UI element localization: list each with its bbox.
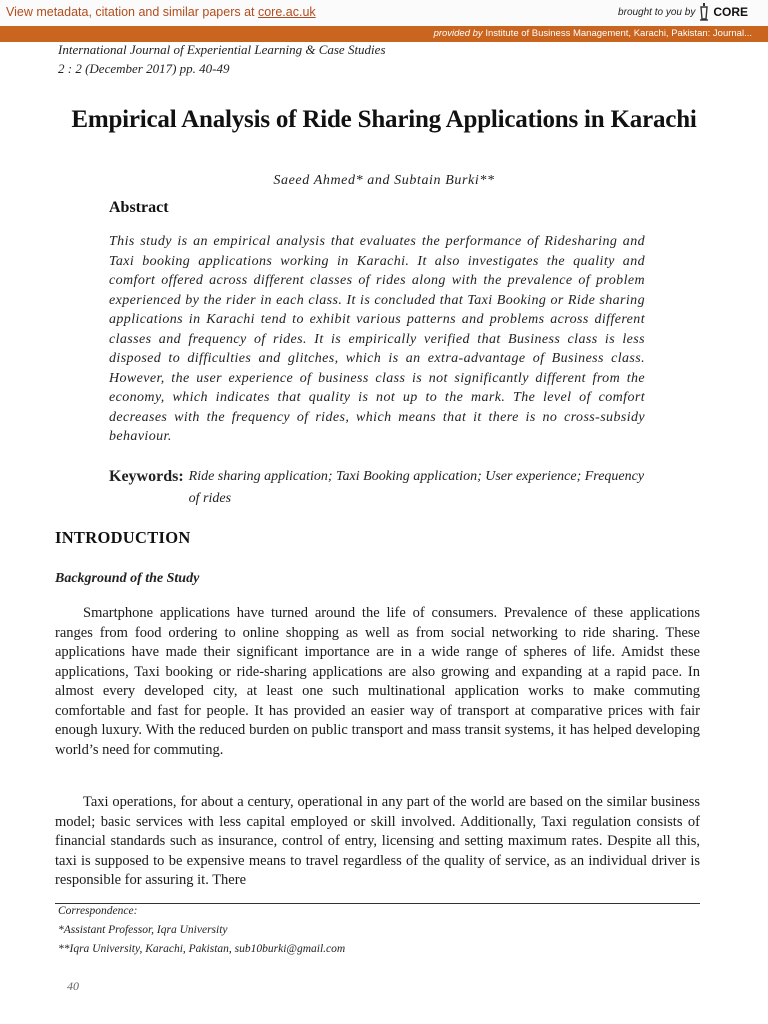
paper-authors: Saeed Ahmed* and Subtain Burki** xyxy=(273,173,495,188)
body-paragraph: Smartphone applications have turned around the life of consumers. Prevalence of these applications ranges from food ordering to online shopping as well as from social networking to ride sharing. These applications have made their significant importance are in a wide range of spheres of life. Amidst these applications, Taxi booking or ride-sharing applications are also growing and expanding at a rapid pace. In almost every developed city, at least one such multinational application works to make commuting comfortable and fast for people. It has provided an easier way of transport at comparative prices with fair enough luxury. With the reduced burden on public transport and mass transit systems, it has helped developing world’s need for commuting. xyxy=(55,605,700,758)
core-link-site[interactable]: core.ac.uk xyxy=(257,5,316,19)
keywords xyxy=(109,466,649,510)
keywords-label: Keywords: xyxy=(109,468,184,485)
keywords-values: Ride sharing application; Taxi Booking application; User experience; Frequency of rides xyxy=(188,469,645,506)
journal-header xyxy=(58,40,386,78)
abstract-heading: Abstract xyxy=(109,199,169,216)
footnote-line: **Iqra University, Karachi, Pakistan, sub10burki@gmail.com xyxy=(58,943,346,955)
core-provided-label: provided by xyxy=(433,28,483,39)
core-provided-by[interactable] xyxy=(434,28,752,39)
page-number: 40 xyxy=(67,979,79,993)
core-banner xyxy=(0,0,768,42)
core-metadata-link[interactable] xyxy=(6,5,316,19)
background-subheading: Background of the Study xyxy=(55,571,200,586)
core-brought-text: brought to you by xyxy=(618,6,696,18)
core-link-prefix: View metadata, citation and similar papers at xyxy=(6,5,258,19)
core-banner-top xyxy=(0,0,768,27)
footnotes xyxy=(58,902,345,959)
paper-title: Empirical Analysis of Ride Sharing Applications in Karachi xyxy=(71,106,697,133)
journal-issue: 2 : 2 (December 2017) pp. 40-49 xyxy=(58,61,230,76)
core-brought-by[interactable] xyxy=(618,3,748,21)
abstract-text: This study is an empirical analysis that evaluates the performance of Ridesharing and Taxi booking applications working in Karachi. It also investigates the quality and comfort offered across different classes of rides along with the prevalence of problem experienced by the rider in each class. It is concluded that Taxi Booking or Ride sharing applications in Karachi tend to exhibit various patterns and problems across different classes and frequency of rides. It is empirically verified that Business class is less disposed to difficulties and glitches, which is an extra-advantage of Business class. However, the user experience of business class is not significantly different from the economy, which indicates that quality is not up to the mark. The level of comfort decreases with the frequency of rides, which means that it there is no cross-subsidy behaviour. xyxy=(109,234,645,444)
core-name: CORE xyxy=(713,5,748,19)
core-provided-source: Institute of Business Management, Karachi, Pakistan: Journal... xyxy=(485,28,752,39)
core-logo-icon xyxy=(698,3,710,21)
footnote-line: *Assistant Professor, Iqra University xyxy=(58,924,228,936)
footnote-label: Correspondence: xyxy=(58,905,138,917)
body-paragraph: Taxi operations, for about a century, operational in any part of the world are based on the similar business model; basic services with less capital employed or skill involved. Additionally, Taxi regulation consists of financial standards such as insurance, control of entry, licensing and setting maximum rates. Despite all this, taxi is supposed to be expensive means to travel regardless of the quality of service, as an individual driver is responsible for assuring it. There xyxy=(55,794,700,888)
introduction-heading: INTRODUCTION xyxy=(55,528,191,547)
journal-name: International Journal of Experiential Learning & Case Studies xyxy=(58,42,386,57)
